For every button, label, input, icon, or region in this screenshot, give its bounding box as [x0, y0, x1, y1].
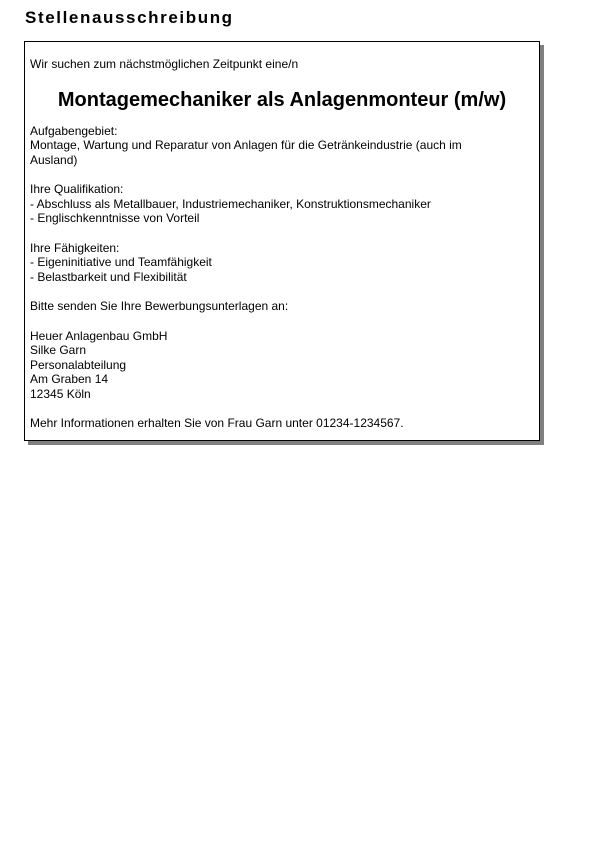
tasks-section [30, 124, 539, 168]
skills-item: - Belastbarkeit und Flexibilität [30, 269, 187, 284]
qualification-item: - Abschluss als Metallbauer, Industriemechaniker, Konstruktionsmechaniker [30, 196, 431, 211]
job-title: Montagemechaniker als Anlagenmonteur (m/w) [57, 88, 507, 111]
qualification-heading: Ihre Qualifikation: [30, 182, 124, 196]
qualification-section [30, 182, 539, 226]
address-street: Am Graben 14 [30, 372, 109, 386]
tasks-text: Montage, Wartung und Reparatur von Anlagen für die Getränkeindustrie (auch im Ausland) [30, 138, 462, 167]
address-department: Personalabteilung [30, 357, 127, 372]
qualification-item: - Englischkenntnisse von Vorteil [30, 211, 200, 225]
job-ad-box [24, 41, 540, 441]
address-block [30, 329, 539, 402]
address-company: Heuer Anlagenbau GmbH [30, 328, 168, 343]
application-prompt: Bitte senden Sie Ihre Bewerbungsunterlagen an: [30, 299, 289, 313]
skills-heading: Ihre Fähigkeiten: [30, 240, 120, 255]
address-city: 12345 Köln [30, 386, 91, 401]
skills-section [30, 241, 539, 285]
ad-intro: Wir suchen zum nächstmöglichen Zeitpunkt eine/n [30, 57, 299, 71]
page-heading: Stellenausschreibung [25, 8, 234, 27]
address-contact: Silke Garn [30, 343, 87, 357]
skills-item: - Eigeninitiative und Teamfähigkeit [30, 255, 212, 269]
more-info-section [30, 416, 539, 431]
application-prompt-section [30, 299, 539, 314]
tasks-heading: Aufgabengebiet: [30, 123, 118, 138]
more-info-text: Mehr Informationen erhalten Sie von Frau Garn unter 01234-1234567. [30, 416, 404, 430]
